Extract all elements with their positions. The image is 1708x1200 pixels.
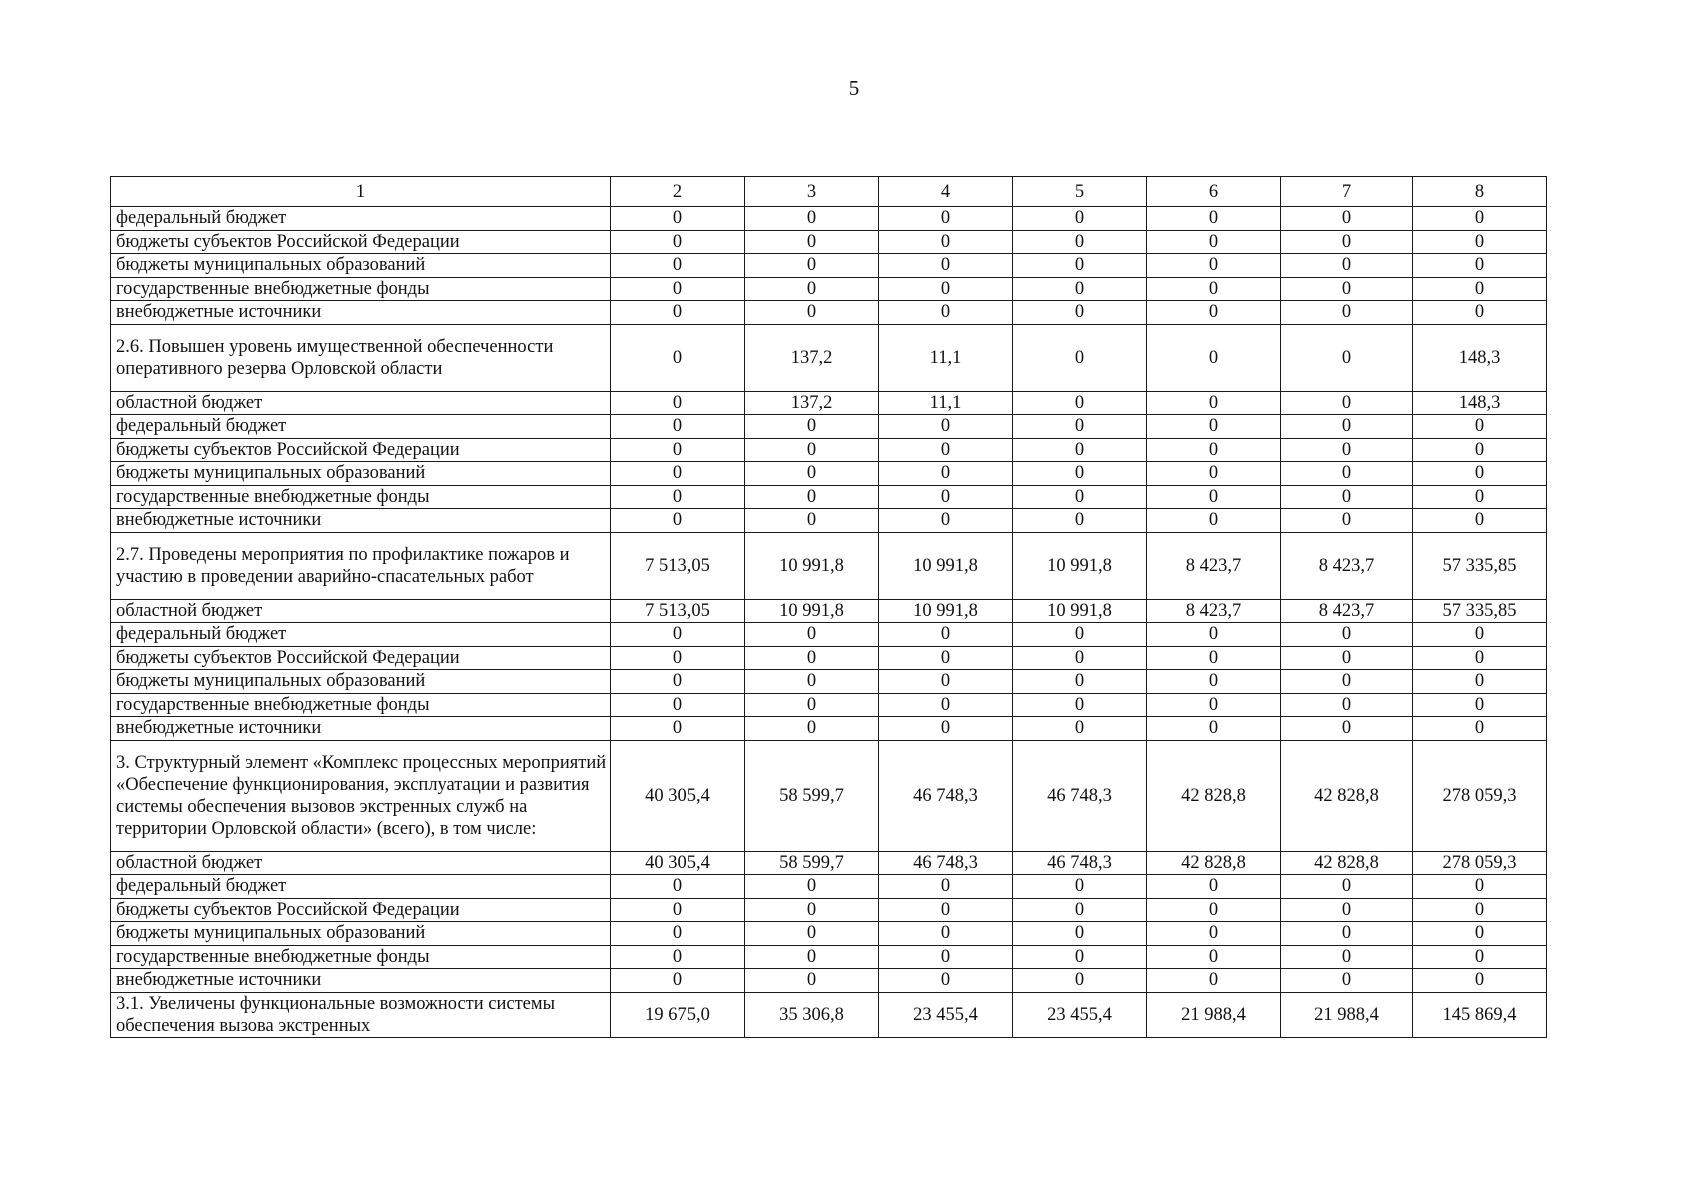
value-cell: 0	[1281, 438, 1413, 462]
value-cell: 0	[1013, 230, 1147, 254]
value-cell: 0	[879, 254, 1013, 278]
value-cell: 0	[1413, 462, 1547, 486]
value-cell: 23 455,4	[879, 992, 1013, 1037]
value-cell: 0	[611, 485, 745, 509]
value-cell: 0	[1413, 509, 1547, 533]
value-cell: 10 991,8	[879, 599, 1013, 623]
value-cell: 58 599,7	[745, 740, 879, 851]
value-cell: 0	[611, 969, 745, 993]
value-cell: 57 335,85	[1413, 599, 1547, 623]
table-row	[111, 851, 1547, 875]
column-header: 7	[1281, 177, 1413, 207]
value-cell: 0	[1413, 415, 1547, 439]
value-cell: 0	[1281, 207, 1413, 231]
value-cell: 23 455,4	[1013, 992, 1147, 1037]
value-cell: 0	[611, 670, 745, 694]
row-label: бюджеты субъектов Российской Федерации	[111, 646, 611, 670]
row-label: областной бюджет	[111, 851, 611, 875]
value-cell: 0	[1013, 875, 1147, 899]
value-cell: 57 335,85	[1413, 532, 1547, 599]
value-cell: 46 748,3	[1013, 851, 1147, 875]
value-cell: 0	[879, 485, 1013, 509]
budget-table	[110, 176, 1547, 1038]
value-cell: 10 991,8	[1013, 532, 1147, 599]
value-cell: 21 988,4	[1281, 992, 1413, 1037]
row-label: федеральный бюджет	[111, 623, 611, 647]
table-row	[111, 599, 1547, 623]
value-cell: 0	[611, 462, 745, 486]
value-cell: 0	[1281, 391, 1413, 415]
value-cell: 0	[745, 301, 879, 325]
value-cell: 0	[1147, 391, 1281, 415]
value-cell: 0	[1013, 646, 1147, 670]
value-cell: 0	[745, 462, 879, 486]
value-cell: 0	[879, 875, 1013, 899]
row-label: внебюджетные источники	[111, 969, 611, 993]
value-cell: 0	[1013, 415, 1147, 439]
table-row	[111, 717, 1547, 741]
row-label: государственные внебюджетные фонды	[111, 485, 611, 509]
row-label: 3.1. Увеличены функциональные возможности системы обеспечения вызова экстренных	[111, 992, 611, 1037]
row-label: 3. Структурный элемент «Комплекс процессных мероприятий «Обеспечение функционирования, эксплуатации и развития системы обеспечения вызовов экстренных служб на территории Орловской области» (всего), в том числе:	[111, 740, 611, 851]
value-cell: 0	[1147, 898, 1281, 922]
value-cell: 0	[1281, 623, 1413, 647]
value-cell: 0	[745, 509, 879, 533]
value-cell: 10 991,8	[1013, 599, 1147, 623]
row-label: бюджеты муниципальных образований	[111, 462, 611, 486]
value-cell: 0	[745, 623, 879, 647]
row-label: бюджеты муниципальных образований	[111, 922, 611, 946]
value-cell: 0	[1413, 230, 1547, 254]
value-cell: 11,1	[879, 391, 1013, 415]
value-cell: 0	[1147, 301, 1281, 325]
value-cell: 0	[1013, 391, 1147, 415]
value-cell: 0	[1281, 415, 1413, 439]
value-cell: 0	[1013, 438, 1147, 462]
value-cell: 0	[611, 509, 745, 533]
row-label: 2.6. Повышен уровень имущественной обеспеченности оперативного резерва Орловской области	[111, 324, 611, 391]
value-cell: 278 059,3	[1413, 740, 1547, 851]
value-cell: 0	[1413, 438, 1547, 462]
table-row	[111, 301, 1547, 325]
value-cell: 0	[745, 922, 879, 946]
value-cell: 0	[879, 898, 1013, 922]
value-cell: 145 869,4	[1413, 992, 1547, 1037]
value-cell: 0	[611, 646, 745, 670]
row-label: федеральный бюджет	[111, 415, 611, 439]
value-cell: 0	[1013, 693, 1147, 717]
value-cell: 0	[1147, 693, 1281, 717]
value-cell: 0	[611, 415, 745, 439]
row-label: областной бюджет	[111, 599, 611, 623]
value-cell: 0	[1281, 509, 1413, 533]
value-cell: 0	[611, 301, 745, 325]
value-cell: 0	[1147, 254, 1281, 278]
value-cell: 0	[879, 438, 1013, 462]
value-cell: 0	[745, 875, 879, 899]
value-cell: 0	[879, 462, 1013, 486]
value-cell: 0	[1413, 945, 1547, 969]
value-cell: 0	[1147, 922, 1281, 946]
value-cell: 0	[879, 717, 1013, 741]
value-cell: 0	[1281, 670, 1413, 694]
value-cell: 10 991,8	[879, 532, 1013, 599]
value-cell: 0	[1281, 969, 1413, 993]
row-label: федеральный бюджет	[111, 875, 611, 899]
value-cell: 42 828,8	[1281, 851, 1413, 875]
row-label: внебюджетные источники	[111, 301, 611, 325]
value-cell: 0	[879, 969, 1013, 993]
value-cell: 0	[1147, 969, 1281, 993]
value-cell: 0	[745, 438, 879, 462]
value-cell: 0	[745, 277, 879, 301]
value-cell: 0	[879, 922, 1013, 946]
value-cell: 148,3	[1413, 391, 1547, 415]
column-header: 1	[111, 177, 611, 207]
value-cell: 0	[1413, 301, 1547, 325]
row-label: областной бюджет	[111, 391, 611, 415]
table-row	[111, 485, 1547, 509]
row-label: бюджеты субъектов Российской Федерации	[111, 230, 611, 254]
value-cell: 0	[1147, 945, 1281, 969]
row-label: государственные внебюджетные фонды	[111, 693, 611, 717]
value-cell: 46 748,3	[1013, 740, 1147, 851]
value-cell: 0	[1013, 254, 1147, 278]
value-cell: 0	[879, 415, 1013, 439]
value-cell: 0	[1281, 277, 1413, 301]
value-cell: 0	[745, 230, 879, 254]
value-cell: 0	[879, 230, 1013, 254]
value-cell: 0	[611, 277, 745, 301]
value-cell: 7 513,05	[611, 532, 745, 599]
value-cell: 0	[611, 207, 745, 231]
value-cell: 0	[879, 207, 1013, 231]
value-cell: 0	[1147, 623, 1281, 647]
row-label: федеральный бюджет	[111, 207, 611, 231]
value-cell: 0	[1281, 693, 1413, 717]
value-cell: 0	[1013, 462, 1147, 486]
value-cell: 0	[879, 509, 1013, 533]
value-cell: 0	[1281, 945, 1413, 969]
value-cell: 0	[611, 898, 745, 922]
value-cell: 0	[1013, 509, 1147, 533]
value-cell: 0	[745, 646, 879, 670]
value-cell: 0	[1281, 646, 1413, 670]
row-label: государственные внебюджетные фонды	[111, 277, 611, 301]
value-cell: 46 748,3	[879, 851, 1013, 875]
value-cell: 0	[1281, 324, 1413, 391]
value-cell: 7 513,05	[611, 599, 745, 623]
value-cell: 8 423,7	[1281, 532, 1413, 599]
value-cell: 46 748,3	[879, 740, 1013, 851]
value-cell: 19 675,0	[611, 992, 745, 1037]
value-cell: 0	[1413, 254, 1547, 278]
value-cell: 0	[611, 693, 745, 717]
value-cell: 42 828,8	[1281, 740, 1413, 851]
value-cell: 0	[1147, 438, 1281, 462]
table-row	[111, 623, 1547, 647]
table-row	[111, 670, 1547, 694]
value-cell: 0	[1413, 646, 1547, 670]
value-cell: 0	[611, 230, 745, 254]
value-cell: 0	[1013, 945, 1147, 969]
value-cell: 0	[1413, 717, 1547, 741]
table-row	[111, 207, 1547, 231]
value-cell: 0	[1013, 717, 1147, 741]
value-cell: 0	[1413, 277, 1547, 301]
column-header: 4	[879, 177, 1013, 207]
value-cell: 0	[1147, 509, 1281, 533]
value-cell: 8 423,7	[1147, 599, 1281, 623]
value-cell: 40 305,4	[611, 740, 745, 851]
value-cell: 0	[1413, 969, 1547, 993]
column-header: 6	[1147, 177, 1281, 207]
value-cell: 0	[879, 646, 1013, 670]
value-cell: 137,2	[745, 391, 879, 415]
value-cell: 0	[1013, 922, 1147, 946]
value-cell: 0	[879, 945, 1013, 969]
table-row	[111, 462, 1547, 486]
value-cell: 0	[1147, 485, 1281, 509]
value-cell: 0	[745, 207, 879, 231]
table-row	[111, 875, 1547, 899]
value-cell: 35 306,8	[745, 992, 879, 1037]
value-cell: 0	[1413, 485, 1547, 509]
row-label: внебюджетные источники	[111, 717, 611, 741]
value-cell: 0	[1013, 623, 1147, 647]
value-cell: 0	[1281, 898, 1413, 922]
value-cell: 0	[1413, 898, 1547, 922]
table-row	[111, 992, 1547, 1037]
value-cell: 0	[611, 922, 745, 946]
table-row	[111, 277, 1547, 301]
value-cell: 0	[1281, 254, 1413, 278]
value-cell: 0	[1281, 875, 1413, 899]
page-number: 5	[848, 76, 860, 100]
value-cell: 8 423,7	[1281, 599, 1413, 623]
value-cell: 0	[745, 670, 879, 694]
value-cell: 0	[611, 875, 745, 899]
row-label: бюджеты субъектов Российской Федерации	[111, 438, 611, 462]
value-cell: 0	[879, 277, 1013, 301]
value-cell: 0	[611, 391, 745, 415]
table-row	[111, 230, 1547, 254]
table-row	[111, 438, 1547, 462]
value-cell: 0	[745, 945, 879, 969]
value-cell: 0	[745, 898, 879, 922]
value-cell: 0	[1013, 207, 1147, 231]
value-cell: 11,1	[879, 324, 1013, 391]
value-cell: 0	[745, 693, 879, 717]
value-cell: 0	[1413, 207, 1547, 231]
table-row	[111, 391, 1547, 415]
value-cell: 0	[1413, 670, 1547, 694]
row-label: внебюджетные источники	[111, 509, 611, 533]
table-row	[111, 254, 1547, 278]
value-cell: 0	[1147, 670, 1281, 694]
value-cell: 0	[1413, 875, 1547, 899]
column-header: 3	[745, 177, 879, 207]
value-cell: 0	[879, 693, 1013, 717]
value-cell: 0	[879, 670, 1013, 694]
value-cell: 0	[745, 254, 879, 278]
value-cell: 148,3	[1413, 324, 1547, 391]
value-cell: 8 423,7	[1147, 532, 1281, 599]
table-row	[111, 532, 1547, 599]
value-cell: 0	[1013, 485, 1147, 509]
value-cell: 0	[879, 301, 1013, 325]
row-label: бюджеты муниципальных образований	[111, 254, 611, 278]
table-row	[111, 969, 1547, 993]
value-cell: 0	[1281, 301, 1413, 325]
table-body	[111, 207, 1547, 1038]
table-row	[111, 898, 1547, 922]
value-cell: 0	[1281, 230, 1413, 254]
column-header: 5	[1013, 177, 1147, 207]
table-row	[111, 945, 1547, 969]
table-row	[111, 415, 1547, 439]
value-cell: 0	[611, 945, 745, 969]
value-cell: 0	[745, 415, 879, 439]
value-cell: 0	[611, 717, 745, 741]
value-cell: 0	[1147, 277, 1281, 301]
table-row	[111, 922, 1547, 946]
value-cell: 0	[611, 324, 745, 391]
value-cell: 10 991,8	[745, 532, 879, 599]
value-cell: 42 828,8	[1147, 851, 1281, 875]
value-cell: 0	[879, 623, 1013, 647]
value-cell: 0	[1013, 969, 1147, 993]
value-cell: 0	[1147, 230, 1281, 254]
value-cell: 0	[1147, 324, 1281, 391]
value-cell: 0	[1147, 646, 1281, 670]
value-cell: 10 991,8	[745, 599, 879, 623]
value-cell: 0	[1013, 898, 1147, 922]
table-row	[111, 324, 1547, 391]
value-cell: 0	[611, 254, 745, 278]
value-cell: 0	[745, 485, 879, 509]
value-cell: 0	[1013, 277, 1147, 301]
row-label: бюджеты муниципальных образований	[111, 670, 611, 694]
row-label: 2.7. Проведены мероприятия по профилактике пожаров и участию в проведении аварийно-спасательных работ	[111, 532, 611, 599]
value-cell: 0	[611, 438, 745, 462]
value-cell: 21 988,4	[1147, 992, 1281, 1037]
value-cell: 0	[745, 969, 879, 993]
column-header: 8	[1413, 177, 1547, 207]
row-label: бюджеты субъектов Российской Федерации	[111, 898, 611, 922]
value-cell: 0	[1281, 922, 1413, 946]
value-cell: 0	[1147, 875, 1281, 899]
value-cell: 0	[1147, 415, 1281, 439]
table-row	[111, 693, 1547, 717]
value-cell: 0	[1013, 301, 1147, 325]
value-cell: 0	[1147, 462, 1281, 486]
value-cell: 40 305,4	[611, 851, 745, 875]
value-cell: 0	[1013, 670, 1147, 694]
value-cell: 0	[1013, 324, 1147, 391]
value-cell: 0	[1281, 717, 1413, 741]
value-cell: 0	[1413, 623, 1547, 647]
value-cell: 278 059,3	[1413, 851, 1547, 875]
value-cell: 42 828,8	[1147, 740, 1281, 851]
table-header-row	[111, 177, 1547, 207]
value-cell: 137,2	[745, 324, 879, 391]
value-cell: 0	[745, 717, 879, 741]
table-row	[111, 509, 1547, 533]
value-cell: 0	[1147, 207, 1281, 231]
column-header: 2	[611, 177, 745, 207]
value-cell: 0	[1413, 693, 1547, 717]
value-cell: 0	[611, 623, 745, 647]
table-row	[111, 646, 1547, 670]
row-label: государственные внебюджетные фонды	[111, 945, 611, 969]
value-cell: 0	[1281, 462, 1413, 486]
value-cell: 0	[1413, 922, 1547, 946]
value-cell: 0	[1281, 485, 1413, 509]
value-cell: 58 599,7	[745, 851, 879, 875]
table-row	[111, 740, 1547, 851]
value-cell: 0	[1147, 717, 1281, 741]
